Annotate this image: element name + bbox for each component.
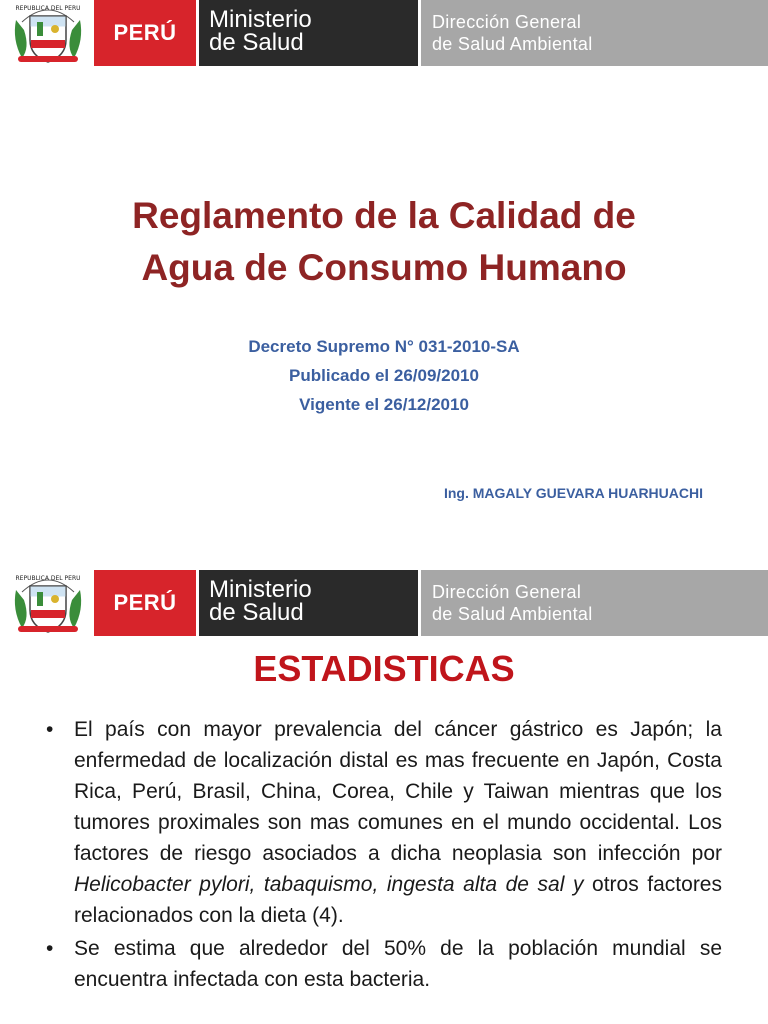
peru-coat-of-arms-icon xyxy=(10,0,86,66)
directorate-label xyxy=(421,570,768,636)
bullet-text: El país con mayor prevalencia del cáncer gástrico es Japón; la enfermedad de localización distal es mas frecuente en Japón, Costa Rica, Perú, Brasil, China, Corea, Chile y Taiwan mientras que los tumores proximales son mas comunes en el mundo occidental. Los factores de riesgo asociados a dicha neoplasia son infección por Helicobacter pylori, tabaquismo, ingesta alta de sal y otros factores relacionados con la dieta (4). xyxy=(74,718,722,927)
ministry-line2: de Salud xyxy=(209,29,304,56)
bullet-list xyxy=(46,714,722,997)
svg-text:REPUBLICA DEL PERU: REPUBLICA DEL PERU xyxy=(15,575,81,582)
peru-coat-of-arms-icon xyxy=(10,570,86,636)
ministry-label xyxy=(199,570,418,636)
directorate-line1: Dirección General xyxy=(432,12,582,32)
directorate-line2: de Salud Ambiental xyxy=(432,34,593,54)
directorate-line2: de Salud Ambiental xyxy=(432,604,593,624)
title-line2: Agua de Consumo Humano xyxy=(141,247,627,288)
bullet-text: Se estima que alrededor del 50% de la población mundial se encuentra infectada con esta bacteria. xyxy=(74,937,722,991)
author-name: Ing. MAGALY GUEVARA HUARHUACHI xyxy=(443,485,703,501)
decree-info xyxy=(0,332,768,419)
decree-number: Decreto Supremo N° 031-2010-SA xyxy=(248,337,520,356)
directorate-label xyxy=(421,0,768,66)
ministry-line1: Ministerio xyxy=(209,6,312,33)
risk-factors-italic: Helicobacter pylori, tabaquismo, ingesta alta de sal y xyxy=(74,873,584,896)
list-item xyxy=(46,933,722,995)
statistics-slide xyxy=(0,570,768,1024)
slide-header xyxy=(0,0,768,68)
list-item xyxy=(46,714,722,931)
title-line1: Reglamento de la Calidad de xyxy=(132,195,636,236)
effective-date: Vigente el 26/12/2010 xyxy=(299,395,469,414)
ministry-label xyxy=(199,0,418,66)
svg-text:REPUBLICA DEL PERU: REPUBLICA DEL PERU xyxy=(15,5,81,12)
published-date: Publicado el 26/09/2010 xyxy=(289,366,479,385)
bullet-icon: • xyxy=(46,718,54,741)
slide-header xyxy=(0,570,768,638)
peru-label: PERÚ xyxy=(94,570,196,636)
directorate-line1: Dirección General xyxy=(432,582,582,602)
bullet-icon: • xyxy=(46,937,54,960)
slide-title xyxy=(0,190,768,294)
ministry-line2: de Salud xyxy=(209,599,304,626)
ministry-line1: Ministerio xyxy=(209,576,312,603)
peru-label: PERÚ xyxy=(94,0,196,66)
statistics-title: ESTADISTICAS xyxy=(253,648,515,689)
